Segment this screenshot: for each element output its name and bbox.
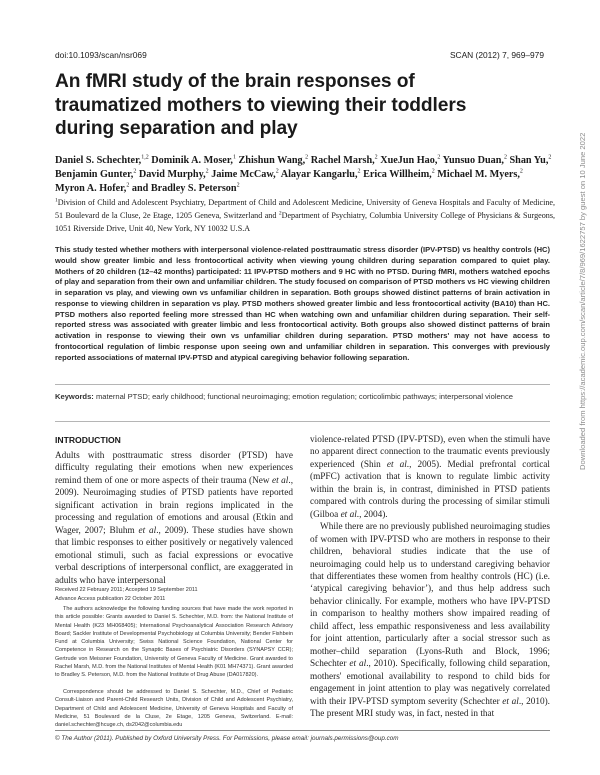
author-name: Daniel S. Schechter, <box>55 155 142 166</box>
author-affiliation-marker: 2 <box>236 182 240 189</box>
author-affiliation-marker: 1,2 <box>141 154 149 161</box>
section-heading-introduction: INTRODUCTION <box>55 435 121 445</box>
paragraph: Adults with posttraumatic stress disorder (PTSD) have difficulty regulating their emotions when new experiences remind them of one or more aspects of their trauma (New et al., 2009). Neuroimaging studies of PTSD patients have reported significant activation in brain regions implicated in the processing and regulation of emotions and arousal (Etkin and Wager, 2007; Bluhm et al., 2009). These studies have shown that limbic responses to either positively or negatively valenced emotional stimuli, such as facial expressions or evocative verbal descriptions of interpersonal conflict, are exaggerated in adults who have interpersonal <box>55 451 294 586</box>
author-name: Rachel Marsh, <box>310 155 375 166</box>
author <box>211 169 279 180</box>
author <box>55 183 129 194</box>
abstract: This study tested whether mothers with interpersonal violence-related posttraumatic stress disorder (IPV-PTSD) vs healthy controls (HC) would show greater limbic and less frontocortical activity when viewing young children during separation compared to quiet play. Mothers of 20 children (12–42 months) participated: 11 IPV-PTSD mothers and 9 HC with no PTSD. During fMRI, mothers watched epochs of play and separation from their own and unfamiliar children. The study focused on comparison of PTSD mothers vs HC viewing children in separation vs play, and viewing own vs unfamiliar children in separation. Both groups showed distinct patterns of brain activation in response to viewing children in separation vs play. PTSD mothers showed greater limbic and less frontocortical activity (BA10) than HC. PTSD mothers also reported feeling more stressed than HC when watching own and unfamiliar children during separation. Their self-reported stress was associated with greater limbic and less frontocortical activity. Both groups also showed distinct patterns of brain activation in response to viewing their own vs unfamiliar children during separation. PTSD mothers' may not have access to frontocortical regulation of limbic response upon seeing own and unfamiliar children in separation. This converges with previously reported associations of maternal IPV-PTSD and atypical caregiving behavior following separation. <box>55 245 550 362</box>
copyright-footer: © The Author (2011). Published by Oxford University Press. For Permissions, please email: journals.permissions@oup.com <box>55 735 399 742</box>
author-name: David Murphy, <box>138 169 206 180</box>
download-watermark <box>578 132 592 480</box>
author-affiliation-marker: 2 <box>374 154 378 161</box>
author <box>132 183 240 194</box>
author <box>139 169 209 180</box>
divider <box>55 421 550 422</box>
affiliation-2: Department of Psychiatry, Columbia University College of Physicians & Surgeons, 1051 Riverside Drive, Unit 40, New York, NY 10032 U.S.A <box>55 211 555 233</box>
author <box>55 155 149 166</box>
author <box>509 155 551 166</box>
author <box>443 155 507 166</box>
correspondence-note: Correspondence should be addressed to Daniel S. Schechter, M.D., Chief of Pediatric Consult-Liaison and Parent-Child Research Units, Division of Child and Adolescent Psychiatry, Department of Child and Adolescent Medicine, University of Geneva Hospitals and Faculty of Medicine, 51 Boulevard de la Cluse, 2e Etage, 1205 Geneva, Switzerland. E-mail: daniel.schechter@hcuge.ch, ds2042@columbia.edu <box>55 689 293 729</box>
author-name: XueJun Hao, <box>380 155 438 166</box>
author-name: Jaime McCaw, <box>211 169 276 180</box>
author-affiliation-marker: 2 <box>437 154 441 161</box>
author-name: and Bradley S. Peterson <box>131 183 237 194</box>
author <box>281 169 361 180</box>
journal-citation: SCAN (2012) 7, 969–979 <box>449 50 544 60</box>
author-affiliation-marker: 2 <box>548 154 552 161</box>
article-dates <box>55 586 293 603</box>
author-affiliation-marker: 2 <box>126 182 130 189</box>
advance-access-date: Advance Access publication 22 October 2011 <box>55 595 166 602</box>
footer-divider <box>55 730 550 731</box>
author-list <box>55 154 555 196</box>
author-name: Erica Willheim, <box>363 169 432 180</box>
author-name: Myron A. Hofer, <box>55 183 127 194</box>
author-affiliation-marker: 2 <box>503 154 507 161</box>
author-affiliation-marker: 2 <box>431 168 435 175</box>
author-affiliation-marker: 2 <box>275 168 279 175</box>
body-column-left <box>55 450 293 587</box>
author-name: Shan Yu, <box>509 155 549 166</box>
author-affiliation-marker: 1 <box>232 154 236 161</box>
divider <box>55 384 550 385</box>
author-affiliation-marker: 2 <box>357 168 361 175</box>
author <box>437 169 523 180</box>
paragraph: violence-related PTSD (IPV-PTSD), even when the stimuli have no apparent direct connection to the traumatic events previously experienced (Shin et al., 2005). Medial prefrontal cortical (mPFC) activation that is known to regulate limbic activity within the brain is, in contrast, diminished in PTSD patients compared with controls during the processing of similar stimuli (Gilboa et al., 2004). <box>310 435 550 520</box>
keywords-text: maternal PTSD; early childhood; functional neuroimaging; emotion regulation; corticolimbic pathways; interpersonal violence <box>95 392 513 401</box>
keywords <box>55 392 550 403</box>
affiliations <box>55 196 555 235</box>
author <box>311 155 378 166</box>
doi[interactable]: doi:10.1093/scan/nsr069 <box>55 50 147 60</box>
article-title: An fMRI study of the brain responses of traumatized mothers to viewing their toddlers during separation and play <box>55 71 467 139</box>
author <box>239 155 309 166</box>
author-name: Alayar Kangarlu, <box>280 169 358 180</box>
body-column-right <box>310 434 550 720</box>
author <box>363 169 435 180</box>
author <box>151 155 236 166</box>
paragraph: While there are no previously published neuroimaging studies of women with IPV-PTSD who are mothers in response to their children, behavioral studies indicate that the use of neuroimaging could help us to understand caregiving behavior that differentiates these women from healthy controls (HC) (i.e. ‘atypical caregiving behavior’), and thus help address such behavior clinically. For example, mothers who have IPV-PTSD in comparison to healthy mothers show impaired reading of child affect, less empathic responsiveness and less availability for joint attention, particularly after a social stressor such as mother–child separation (Lyons-Ruth and Block, 1996; Schechter et al., 2010). Specifically, following child separation, mothers' emotional availability to respond to child bids for engagement in joint attention to play was negatively correlated with their IPV-PTSD symptom severity (Schechter et al., 2010). The present MRI study was, in fact, nested in that <box>310 522 550 719</box>
received-date: Received 22 February 2011; Accepted 19 September 2011 <box>55 587 198 593</box>
author-affiliation-marker: 2 <box>305 154 309 161</box>
author <box>380 155 440 166</box>
affiliation-marker-2: 2 <box>278 210 282 217</box>
download-watermark-text[interactable]: Downloaded from https://academic.oup.com/scan/article/7/8/969/1622757 by guest on 10 June 2022 <box>578 132 587 470</box>
author-affiliation-marker: 2 <box>133 168 137 175</box>
affiliation-1: Division of Child and Adolescent Psychiatry, Department of Child and Adolescent Medicine, University of Geneva Hospitals and Faculty of Medicine, 51 Boulevard de la Cluse, 2e Etage, 1205 Geneva, Switzerland and <box>55 198 555 220</box>
acknowledgement-note: The authors acknowledge the following funding sources that have made the work reported in this article possible: Grants awarded to Daniel S. Schechter, M.D. from: the National Institute of Mental Health (K23 MH068405); International Psychoanalytical Association Research Advisory Board; Sackler Institute of Developmental Psychobiology at Columbia University; Bender Fishbein Fund at Columbia University; Swiss National Science Foundation, National Center for Competence in Research on the Synaptic Bases of Psychiatric Disorders (SYNAPSY CCR); Gertrude von Meissner Foundation, University of Geneva Faculty of Medicine. Grant awarded to Rachel Marsh, M.D. from the National Institutes of Mental Health (K01 MH74371). Grant awarded to Bradley S. Peterson, M.D. from the National Institute of Drug Abuse (DA017820). <box>55 606 293 679</box>
author-name: Yunsuo Duan, <box>442 155 504 166</box>
affiliation-marker-1: 1 <box>55 197 58 204</box>
author-affiliation-marker: 2 <box>205 168 209 175</box>
author-name: Dominik A. Moser, <box>151 155 233 166</box>
author-name: Michael M. Myers, <box>437 169 520 180</box>
author-name: Benjamin Gunter, <box>55 169 134 180</box>
author-affiliation-marker: 2 <box>519 168 523 175</box>
keywords-label: Keywords: <box>55 392 94 401</box>
author <box>55 169 136 180</box>
author-name: Zhishun Wang, <box>238 155 306 166</box>
